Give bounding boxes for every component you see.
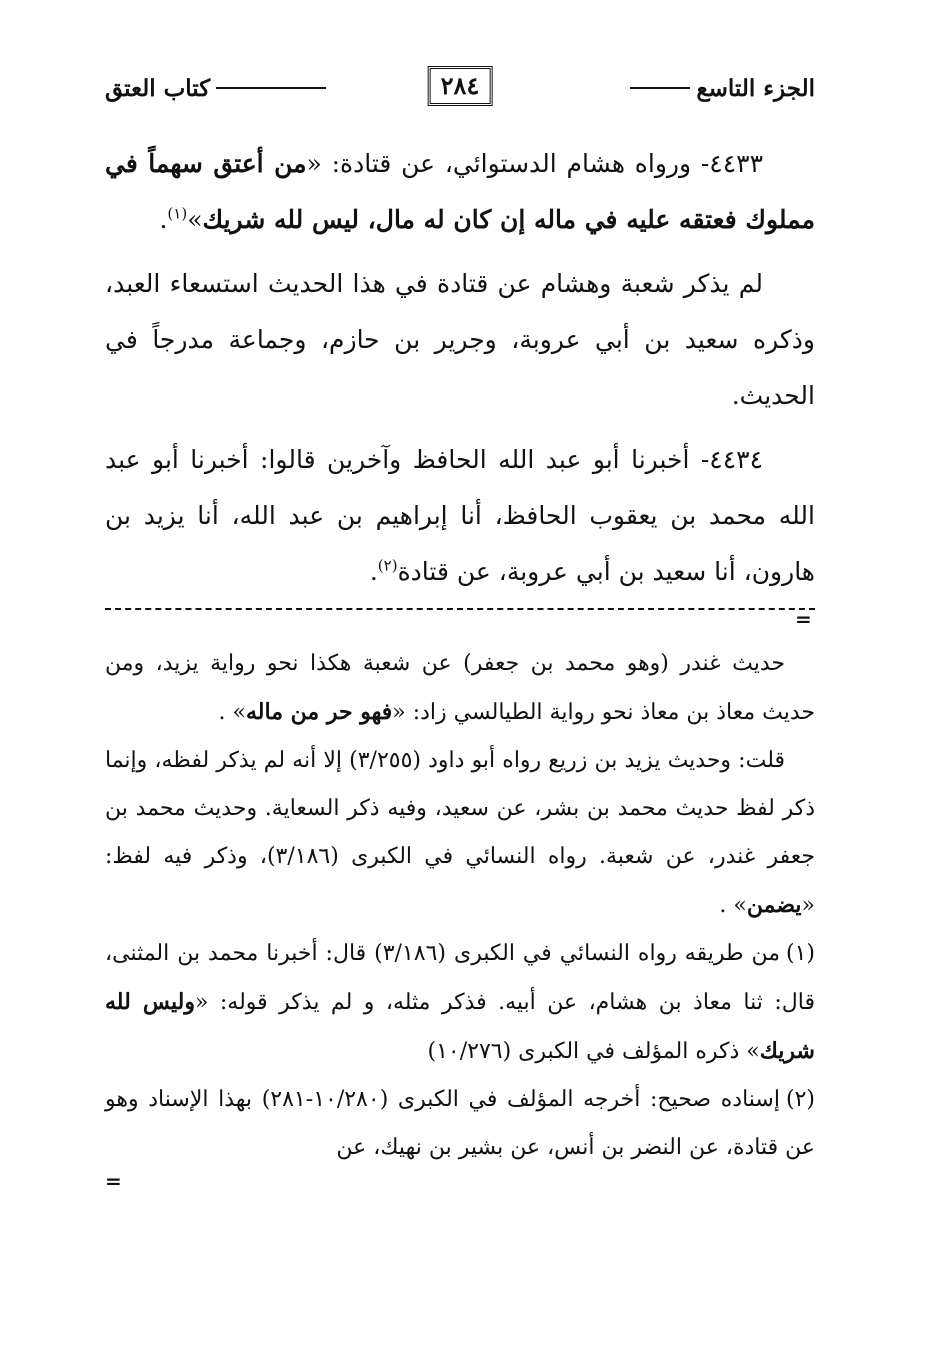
fn-cont-text-1: حديث غندر (وهو محمد بن جعفر) عن شعبة هكذا نحو رواية يزيد، ومن حديث معاذ بن معاذ نحو رواية الطيالسي زاد: «: [105, 651, 815, 725]
footnote-continuation: [105, 640, 815, 737]
paragraph-4433: [105, 136, 815, 248]
footnote-continuation-2: [105, 737, 815, 930]
period: .: [369, 557, 378, 586]
fn-cont-bold-1: فهو حر من ماله: [246, 699, 393, 725]
volume-title: الجزء التاسع: [696, 74, 815, 102]
hadith-4434-isnad: ٤٤٣٤- أخبرنا أبو عبد الله الحافظ وآخرين قالوا: أخبرنا أبو عبد الله محمد بن يعقوب الحافظ، أنا إبراهيم بن عبد الله، أنا يزيد بن هارون، أنا سعيد بن أبي عروبة، عن قتادة: [105, 445, 815, 586]
document-page: [105, 58, 815, 1193]
period: .: [159, 205, 168, 234]
footnote-2: [105, 1076, 815, 1172]
header-rule-right: [630, 87, 690, 89]
hadith-4433-intro: ٤٤٣٣- ورواه هشام الدستوائي، عن قتادة: «: [306, 149, 763, 178]
page-number: ٢٨٤: [428, 66, 493, 106]
fn-cont-close-1: » .: [218, 700, 246, 725]
footnote-1-text: من طريقه رواه النسائي في الكبرى (٣/١٨٦) قال: أخبرنا محمد بن المثنى، قال: ثنا معاذ بن هشام، عن أبيه. فذكر مثله، و لم يذكر قوله: «: [105, 941, 815, 1015]
continuation-mark-top: =: [795, 607, 812, 631]
footnote-1-number: (١): [785, 941, 815, 966]
fn-cont-text-2: قلت: وحديث يزيد بن زريع رواه أبو داود (٣/٢٥٥) إلا أنه لم يذكر لفظه، وإنما ذكر لفظ حديث محمد بن بشر، عن سعيد، وفيه ذكر السعاية. وحديث محمد بن جعفر غندر، عن شعبة. رواه النسائي في الكبرى (٣/١٨٦)، وذكر فيه لفظ: «: [105, 748, 815, 918]
footnote-1-bold: وليس لله شريك: [105, 989, 815, 1064]
page-header: [105, 58, 815, 118]
footnotes: [105, 640, 815, 1172]
fn-cont-bold-2: يضمن: [746, 892, 802, 918]
footnote-ref-1: (١): [167, 204, 188, 223]
footnote-separator: [105, 608, 815, 610]
header-right: [624, 75, 815, 102]
footnote-1: [105, 930, 815, 1076]
paragraph-comment: لم يذكر شعبة وهشام عن قتادة في هذا الحديث استسعاء العبد، وذكره سعيد بن أبي عروبة، وجرير بن حازم، وجماعة مدرجاً في الحديث.: [105, 269, 815, 410]
book-title: كتاب العتق: [105, 74, 211, 102]
hadith-4433-matn: من أعتق سهماً في مملوك فعتقه عليه في ماله إن كان له مال، ليس لله شريك: [105, 149, 815, 234]
footnote-ref-2: (٢): [377, 556, 398, 575]
footnote-2-number: (٢): [785, 1087, 815, 1112]
header-rule-left: [216, 87, 326, 89]
continuation-mark-bottom: =: [105, 1169, 122, 1193]
paragraph-4434: [105, 432, 815, 600]
footnote-2-text: إسناده صحيح: أخرجه المؤلف في الكبرى (١٠/٢٨٠-٢٨١) بهذا الإسناد وهو عن قتادة، عن النضر بن أنس، عن بشير بن نهيك، عن: [105, 1087, 815, 1160]
main-text: [105, 136, 815, 600]
footnote-1-ref: » ذكره المؤلف في الكبرى (١٠/٢٧٦): [427, 1039, 760, 1064]
fn-cont-close-2: » .: [719, 893, 747, 918]
quote-close: »: [187, 205, 203, 234]
header-left: [105, 75, 332, 102]
